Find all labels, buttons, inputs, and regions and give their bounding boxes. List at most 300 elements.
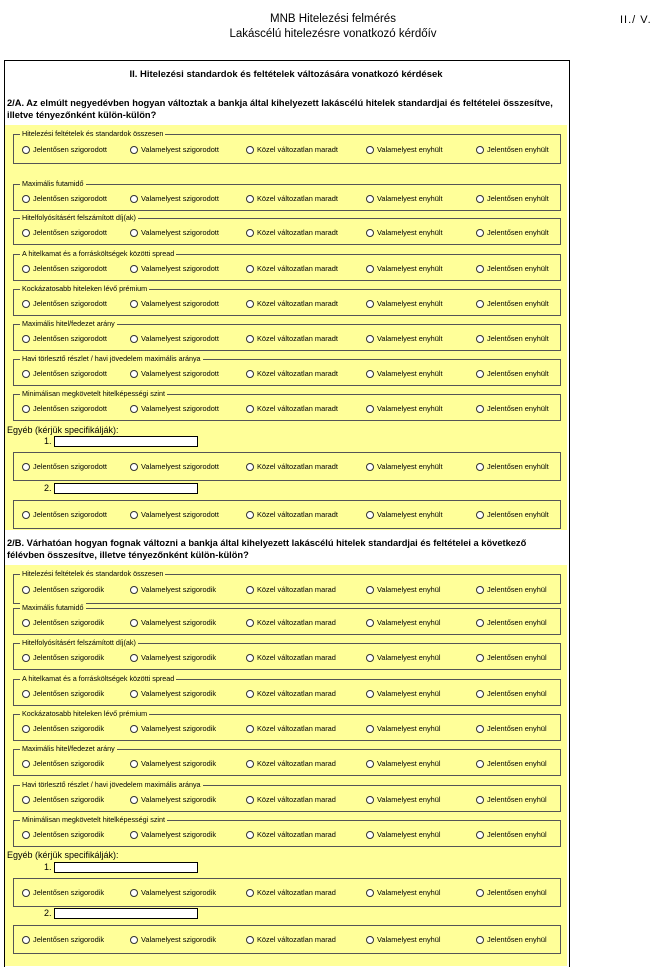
q2b-radio-label: Jelentősen szigorodik [33,935,105,944]
q2a-radio-option[interactable] [246,299,338,309]
radio-button-icon[interactable] [476,831,484,839]
q2a-radio-option[interactable] [130,194,219,204]
q2a-radio-label: Közel változatlan maradt [257,264,338,273]
radio-button-icon[interactable] [130,265,138,273]
document-header [0,12,666,42]
q2b-radio-label: Jelentősen enyhül [487,724,547,733]
q2a-radio-label: Valamelyest szigorodott [141,404,219,413]
q2a-radio-label: Jelentősen enyhült [487,145,549,154]
q2a-radio-option[interactable] [22,334,107,344]
radio-button-icon[interactable] [22,831,30,839]
q2b-radio-option[interactable] [246,618,336,628]
q2b-radio-label: Valamelyest szigorodik [141,689,217,698]
q2a-radio-option[interactable] [366,194,443,204]
q2b-radio-option[interactable] [366,888,441,898]
q2a-radio-label: Jelentősen enyhült [487,369,549,378]
q2a-radio-option[interactable] [366,462,443,472]
q2a-radio-label: Jelentősen enyhült [487,264,549,273]
q2a-factor-label: Kockázatosabb hiteleken lévő prémium [22,284,148,293]
q2b-radio-label: Jelentősen enyhül [487,935,547,944]
radio-button-icon[interactable] [22,300,30,308]
q2b-radio-option[interactable] [246,935,336,945]
radio-button-icon[interactable] [476,619,484,627]
q2b-factor-group [13,709,561,741]
q2b-radio-option[interactable] [22,618,104,628]
radio-button-icon[interactable] [366,463,374,471]
q2a-radio-label: Jelentősen szigorodott [33,228,107,237]
q2b-radio-label: Valamelyest szigorodik [141,759,217,768]
q2a-radio-label: Valamelyest szigorodott [141,462,219,471]
q2a-radio-option[interactable] [246,369,338,379]
q2a-factor-group [13,319,561,351]
radio-button-icon[interactable] [22,936,30,944]
radio-button-icon[interactable] [246,463,254,471]
q2a-radio-option[interactable] [476,228,549,238]
radio-button-icon[interactable] [476,265,484,273]
radio-button-icon[interactable] [130,146,138,154]
radio-button-icon[interactable] [476,335,484,343]
radio-button-icon[interactable] [366,405,374,413]
q2b-radio-label: Jelentősen szigorodik [33,888,105,897]
q2a-radio-option[interactable] [22,462,107,472]
radio-button-icon[interactable] [476,654,484,662]
q2b-radio-option[interactable] [130,795,216,805]
q2b-radio-label: Közel változatlan marad [257,888,336,897]
q2a-radio-label: Jelentősen enyhült [487,299,549,308]
radio-button-icon[interactable] [246,690,254,698]
document-subtitle: Lakáscélú hitelezésre vonatkozó kérdőív [229,28,437,40]
radio-button-icon[interactable] [246,146,254,154]
q2b-radio-option[interactable] [476,618,547,628]
q2b-radio-option[interactable] [22,888,104,898]
q2b-radio-option[interactable] [366,795,441,805]
q2a-radio-option[interactable] [130,228,219,238]
q2a-factor-group [13,389,561,421]
q2b-radio-option[interactable] [22,653,104,663]
radio-button-icon[interactable] [130,511,138,519]
radio-button-icon[interactable] [22,146,30,154]
q2b-radio-option[interactable] [246,653,336,663]
q2a-radio-label: Valamelyest enyhült [377,462,443,471]
q2b-radio-option[interactable] [366,759,441,769]
radio-button-icon[interactable] [130,690,138,698]
radio-button-icon[interactable] [366,690,374,698]
radio-button-icon[interactable] [366,725,374,733]
q2b-factor-group [13,674,561,706]
q2a-radio-label: Közel változatlan maradt [257,404,338,413]
q2b-radio-option[interactable] [246,585,336,595]
q2b-factor-label: Minimálisan megkövetelt hitelképességi szint [22,815,166,824]
other-item1-number-2b: 1. [44,862,52,872]
q2a-radio-label: Valamelyest szigorodott [141,264,219,273]
q2b-radio-label: Jelentősen enyhül [487,653,547,662]
radio-button-icon[interactable] [130,654,138,662]
radio-button-icon[interactable] [476,195,484,203]
radio-button-icon[interactable] [476,300,484,308]
radio-button-icon[interactable] [130,796,138,804]
q2b-radio-option[interactable] [366,689,441,699]
q2b-radio-label: Valamelyest enyhül [377,689,441,698]
radio-button-icon[interactable] [246,370,254,378]
q2b-radio-option[interactable] [246,830,336,840]
q2b-radio-label: Valamelyest szigorodik [141,585,217,594]
q2b-radio-option[interactable] [476,795,547,805]
q2a-radio-option[interactable] [22,228,107,238]
radio-button-icon[interactable] [246,229,254,237]
q2a-radio-option[interactable] [130,334,219,344]
q2a-radio-label: Jelentősen enyhült [487,510,549,519]
q2b-factor-label: A hitelkamat és a forrásköltségek közötti spread [22,674,175,683]
radio-button-icon[interactable] [366,146,374,154]
radio-button-icon[interactable] [130,725,138,733]
q2b-radio-label: Valamelyest szigorodik [141,830,217,839]
q2a-radio-label: Valamelyest enyhült [377,334,443,343]
q2a-radio-option[interactable] [476,510,549,520]
radio-button-icon[interactable] [246,725,254,733]
q2a-radio-label: Jelentősen szigorodott [33,299,107,308]
other-item2-input-2b[interactable] [54,908,198,919]
q2a-radio-option[interactable] [476,404,549,414]
q2a-radio-option[interactable] [246,334,338,344]
q2a-radio-label: Valamelyest enyhült [377,194,443,203]
q2a-radio-label: Valamelyest enyhült [377,404,443,413]
q2b-radio-option[interactable] [366,724,441,734]
q2a-radio-option[interactable] [130,145,219,155]
q2a-radio-label: Jelentősen enyhült [487,462,549,471]
q2b-factor-label: Havi törlesztő részlet / havi jövedelem maximális aránya [22,780,201,789]
q2b-radio-label: Valamelyest szigorodik [141,653,217,662]
q2a-radio-option[interactable] [130,510,219,520]
q2a-radio-option[interactable] [130,404,219,414]
q2b-factor-group [13,744,561,776]
radio-button-icon[interactable] [22,335,30,343]
radio-button-icon[interactable] [130,335,138,343]
radio-button-icon[interactable] [130,370,138,378]
q2b-radio-option[interactable] [130,618,216,628]
q2a-radio-option[interactable] [246,404,338,414]
q2b-radio-option[interactable] [22,724,104,734]
q2a-radio-label: Valamelyest szigorodott [141,194,219,203]
q2b-radio-label: Jelentősen enyhül [487,888,547,897]
q2b-radio-label: Valamelyest enyhül [377,759,441,768]
q2b-radio-option[interactable] [22,935,104,945]
q2b-radio-option[interactable] [476,935,547,945]
radio-button-icon[interactable] [366,195,374,203]
q2a-radio-option[interactable] [476,334,549,344]
q2a-radio-option[interactable] [476,264,549,274]
radio-button-icon[interactable] [22,195,30,203]
q2b-factor-group [13,780,561,812]
q2b-radio-label: Valamelyest szigorodik [141,935,217,944]
radio-button-icon[interactable] [476,690,484,698]
radio-button-icon[interactable] [246,405,254,413]
q2b-radio-option[interactable] [246,724,336,734]
q2a-factor-group [13,249,561,281]
q2b-radio-option[interactable] [22,585,104,595]
q2b-radio-option[interactable] [130,653,216,663]
q2b-radio-label: Valamelyest enyhül [377,618,441,627]
radio-button-icon[interactable] [476,146,484,154]
section-title: II. Hitelezési standardok és feltételek változására vonatkozó kérdések [129,69,443,80]
q2b-radio-option[interactable] [476,585,547,595]
radio-button-icon[interactable] [366,619,374,627]
radio-button-icon[interactable] [366,889,374,897]
other-item2-number-2b: 2. [44,908,52,918]
q2a-radio-option[interactable] [366,145,443,155]
q2b-radio-option[interactable] [366,830,441,840]
q2b-radio-option[interactable] [246,689,336,699]
q2a-radio-option[interactable] [366,369,443,379]
q2a-radio-option[interactable] [366,334,443,344]
radio-button-icon[interactable] [366,831,374,839]
q2b-factor-label: Hitelfolyósításért felszámított díj(ak) [22,638,136,647]
radio-button-icon[interactable] [366,760,374,768]
q2a-radio-label: Valamelyest enyhült [377,264,443,273]
q2a-radio-option[interactable] [22,299,107,309]
radio-button-icon[interactable] [246,654,254,662]
q2b-radio-option[interactable] [366,653,441,663]
radio-button-icon[interactable] [22,654,30,662]
radio-button-icon[interactable] [130,889,138,897]
q2a-factor-label: Minimálisan megkövetelt hitelképességi szint [22,389,166,398]
q2a-radio-option[interactable] [22,369,107,379]
q2a-radio-option[interactable] [366,228,443,238]
q2a-radio-label: Közel változatlan maradt [257,510,338,519]
q2b-radio-option[interactable] [130,689,216,699]
q2a-radio-option[interactable] [22,194,107,204]
radio-button-icon[interactable] [366,300,374,308]
q2b-radio-option[interactable] [476,689,547,699]
radio-button-icon[interactable] [366,936,374,944]
radio-button-icon[interactable] [22,405,30,413]
other-item1-input-2a[interactable] [54,436,198,447]
radio-button-icon[interactable] [22,889,30,897]
q2a-radio-option[interactable] [130,462,219,472]
q2b-radio-option[interactable] [476,724,547,734]
q2a-factor-label: A hitelkamat és a forrásköltségek közötti spread [22,249,175,258]
radio-button-icon[interactable] [22,725,30,733]
page-number: II./ V. [620,14,652,26]
radio-button-icon[interactable] [130,760,138,768]
radio-button-icon[interactable] [476,796,484,804]
radio-button-icon[interactable] [130,300,138,308]
q2a-radio-option[interactable] [476,194,549,204]
radio-button-icon[interactable] [22,265,30,273]
q2a-radio-label: Valamelyest enyhült [377,299,443,308]
q2b-radio-option[interactable] [130,888,216,898]
q2b-radio-option[interactable] [246,795,336,805]
radio-button-icon[interactable] [246,335,254,343]
radio-button-icon[interactable] [476,370,484,378]
q2a-radio-label: Jelentősen szigorodott [33,404,107,413]
radio-button-icon[interactable] [130,229,138,237]
q2a-other-group [13,500,561,529]
q2a-radio-label: Közel változatlan maradt [257,462,338,471]
q2a-factor-label: Maximális hitel/fedezet arány [22,319,115,328]
radio-button-icon[interactable] [366,265,374,273]
radio-button-icon[interactable] [476,889,484,897]
radio-button-icon[interactable] [22,463,30,471]
radio-button-icon[interactable] [22,760,30,768]
q2a-radio-label: Közel változatlan maradt [257,194,338,203]
q2b-radio-option[interactable] [476,888,547,898]
radio-button-icon[interactable] [476,725,484,733]
q2b-radio-option[interactable] [130,724,216,734]
radio-button-icon[interactable] [246,586,254,594]
radio-button-icon[interactable] [476,463,484,471]
q2a-radio-option[interactable] [366,264,443,274]
other-label-2a: Egyéb (kérjük specifikálják): [7,425,119,435]
radio-button-icon[interactable] [246,300,254,308]
radio-button-icon[interactable] [246,760,254,768]
q2a-radio-option[interactable] [22,404,107,414]
q2b-radio-option[interactable] [476,759,547,769]
radio-button-icon[interactable] [22,370,30,378]
q2b-radio-option[interactable] [130,759,216,769]
q2b-radio-option[interactable] [366,618,441,628]
q2a-radio-option[interactable] [130,369,219,379]
radio-button-icon[interactable] [366,370,374,378]
radio-button-icon[interactable] [366,796,374,804]
q2a-radio-option[interactable] [246,194,338,204]
radio-button-icon[interactable] [22,586,30,594]
q2b-radio-label: Jelentősen enyhül [487,585,547,594]
radio-button-icon[interactable] [246,195,254,203]
radio-button-icon[interactable] [246,511,254,519]
q2b-radio-label: Jelentősen szigorodik [33,830,105,839]
radio-button-icon[interactable] [476,405,484,413]
q2b-radio-label: Jelentősen enyhül [487,689,547,698]
q2b-radio-label: Közel változatlan marad [257,724,336,733]
q2a-radio-option[interactable] [476,145,549,155]
q2b-factor-group [13,603,561,635]
q2a-factor-group [13,284,561,316]
radio-button-icon[interactable] [130,586,138,594]
radio-button-icon[interactable] [22,511,30,519]
q2b-radio-option[interactable] [476,653,547,663]
q2a-radio-label: Valamelyest enyhült [377,369,443,378]
radio-button-icon[interactable] [22,690,30,698]
q2a-radio-option[interactable] [476,299,549,309]
q2a-radio-option[interactable] [22,264,107,274]
radio-button-icon[interactable] [246,619,254,627]
radio-button-icon[interactable] [22,229,30,237]
other-item1-input-2b[interactable] [54,862,198,873]
q2a-radio-option[interactable] [130,264,219,274]
q2b-radio-option[interactable] [246,888,336,898]
radio-button-icon[interactable] [476,936,484,944]
q2a-factor-group [13,213,561,245]
q2a-radio-option[interactable] [366,299,443,309]
q2a-radio-label: Közel változatlan maradt [257,334,338,343]
q2b-radio-option[interactable] [246,759,336,769]
q2b-radio-option[interactable] [22,689,104,699]
q2b-radio-label: Valamelyest szigorodik [141,618,217,627]
q2b-radio-option[interactable] [22,759,104,769]
q2b-radio-option[interactable] [130,585,216,595]
q2a-radio-option[interactable] [246,462,338,472]
q2a-radio-option[interactable] [366,404,443,414]
q2a-radio-option[interactable] [246,228,338,238]
q2a-radio-label: Jelentősen enyhült [487,194,549,203]
q2b-radio-option[interactable] [476,830,547,840]
q2b-radio-option[interactable] [366,585,441,595]
radio-button-icon[interactable] [476,586,484,594]
q2a-radio-label: Közel változatlan maradt [257,299,338,308]
radio-button-icon[interactable] [476,760,484,768]
radio-button-icon[interactable] [22,796,30,804]
radio-button-icon[interactable] [130,405,138,413]
radio-button-icon[interactable] [366,586,374,594]
q2a-factor-group [13,129,561,164]
q2b-radio-label: Jelentősen szigorodik [33,759,105,768]
q2a-radio-label: Jelentősen enyhült [487,334,549,343]
radio-button-icon[interactable] [246,889,254,897]
q2a-radio-label: Valamelyest szigorodott [141,334,219,343]
q2a-radio-label: Valamelyest szigorodott [141,145,219,154]
q2a-radio-option[interactable] [476,369,549,379]
q2a-radio-option[interactable] [22,510,107,520]
radio-button-icon[interactable] [246,831,254,839]
q2a-radio-option[interactable] [246,510,338,520]
q2b-radio-option[interactable] [130,830,216,840]
q2b-radio-label: Jelentősen szigorodik [33,618,105,627]
radio-button-icon[interactable] [130,936,138,944]
other-item2-input-2a[interactable] [54,483,198,494]
q2b-radio-label: Közel változatlan marad [257,585,336,594]
radio-button-icon[interactable] [476,511,484,519]
q2b-other-group [13,878,561,907]
radio-button-icon[interactable] [246,936,254,944]
q2b-other-group [13,925,561,954]
radio-button-icon[interactable] [22,619,30,627]
q2b-radio-label: Közel változatlan marad [257,759,336,768]
q2a-radio-option[interactable] [130,299,219,309]
q2b-radio-label: Jelentősen enyhül [487,759,547,768]
radio-button-icon[interactable] [130,195,138,203]
q2a-radio-option[interactable] [246,145,338,155]
other-item1-number-2a: 1. [44,436,52,446]
q2b-radio-label: Közel változatlan marad [257,653,336,662]
q2b-radio-option[interactable] [366,935,441,945]
q2b-radio-option[interactable] [22,795,104,805]
radio-button-icon[interactable] [130,831,138,839]
q2b-radio-label: Közel változatlan marad [257,935,336,944]
q2a-radio-option[interactable] [22,145,107,155]
radio-button-icon[interactable] [366,511,374,519]
q2a-radio-label: Jelentősen szigorodott [33,369,107,378]
radio-button-icon[interactable] [366,229,374,237]
q2a-radio-option[interactable] [366,510,443,520]
radio-button-icon[interactable] [476,229,484,237]
q2b-radio-option[interactable] [130,935,216,945]
q2a-radio-option[interactable] [476,462,549,472]
radio-button-icon[interactable] [246,796,254,804]
radio-button-icon[interactable] [130,463,138,471]
radio-button-icon[interactable] [366,654,374,662]
q2b-radio-option[interactable] [22,830,104,840]
q2a-radio-label: Valamelyest enyhült [377,510,443,519]
q2a-radio-label: Valamelyest enyhült [377,228,443,237]
q2b-radio-label: Valamelyest enyhül [377,795,441,804]
radio-button-icon[interactable] [366,335,374,343]
q2a-factor-label: Maximális futamidő [22,179,84,188]
q2b-radio-label: Jelentősen szigorodik [33,689,105,698]
q2a-radio-option[interactable] [246,264,338,274]
radio-button-icon[interactable] [130,619,138,627]
radio-button-icon[interactable] [246,265,254,273]
q2b-factor-label: Hitelezési feltételek és standardok összesen [22,569,164,578]
